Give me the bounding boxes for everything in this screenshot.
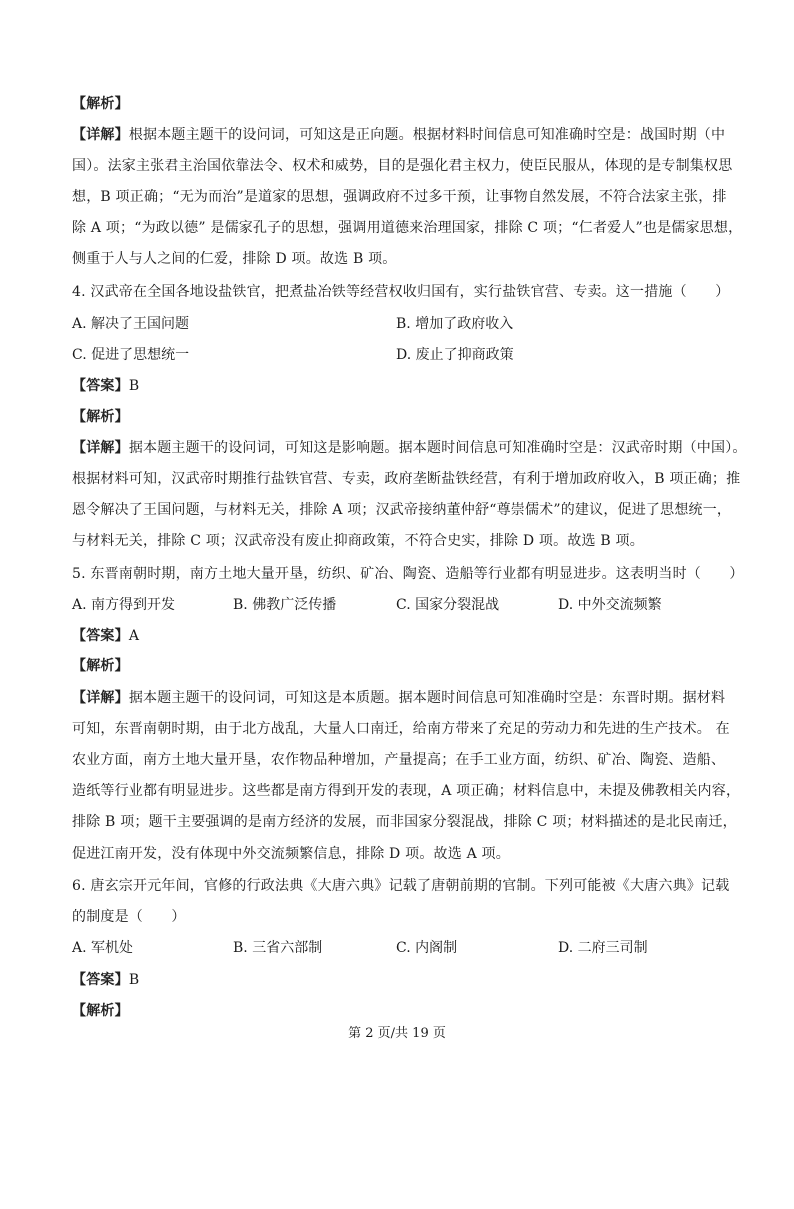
- detail-line: 除 A 项；“为政以德” 是儒家孔子的思想，强调用道德来治理国家，排除 C 项；“仁者爱人”也是儒家思想，: [72, 220, 743, 236]
- answer-line: [72, 971, 139, 989]
- answer-value: B: [128, 972, 140, 988]
- answer-value: A: [128, 628, 140, 644]
- answer-tag: 【答案】: [72, 972, 129, 988]
- analysis-tag: 【解析】: [72, 658, 129, 674]
- option-b: B. 增加了政府收入: [396, 316, 514, 332]
- option-d: D. 二府三司制: [558, 940, 648, 956]
- detail-line: 促进江南开发，没有体现中外交流频繁信息，排除 D 项。故选 A 项。: [72, 846, 510, 862]
- detail-line: 侧重于人与人之间的仁爱，排除 D 项。故选 B 项。: [72, 251, 397, 267]
- option-a: A. 军机处: [72, 940, 134, 956]
- answer-tag: 【答案】: [72, 378, 129, 394]
- detail-tag: 【详解】: [72, 127, 129, 143]
- detail-line: 【详解】据本题主题干的设问词，可知这是本质题。据本题时间信息可知准确时空是：东晋时期。据材料: [72, 690, 726, 706]
- detail-line: 【详解】据本题主题干的设问词，可知这是影响题。据本题时间信息可知准确时空是：汉武帝时期（中国）。: [72, 440, 747, 456]
- analysis-tag: 【解析】: [72, 409, 129, 425]
- option-c: C. 促进了思想统一: [72, 347, 190, 363]
- option-a: A. 解决了王国问题: [72, 316, 190, 332]
- answer-line: [72, 377, 139, 395]
- question-stem: 5. 东晋南朝时期，南方土地大量开垦，纺织、矿冶、陶瓷、造船等行业都有明显进步。这表明当时（ ）: [72, 566, 744, 582]
- detail-tag: 【详解】: [72, 690, 129, 706]
- detail-line: 想，B 项正确；“无为而治”是道家的思想，强调政府不过多干预，让事物自然发展，不符合法家主张，排: [72, 189, 727, 205]
- detail-line: 农业方面，南方土地大量开垦，农作物品种增加，产量提高；在手工业方面，纺织、矿冶、陶瓷、造船、: [72, 752, 726, 768]
- analysis-tag: 【解析】: [72, 1003, 129, 1019]
- option-b: B. 佛教广泛传播: [233, 597, 337, 613]
- option-a: A. 南方得到开发: [72, 597, 176, 613]
- question-stem: 4. 汉武帝在全国各地设盐铁官，把煮盐冶铁等经营权收归国有，实行盐铁官营、专卖。这一措施（ ）: [72, 284, 730, 300]
- detail-tag: 【详解】: [72, 440, 129, 456]
- detail-line: 排除 B 项；题干主要强调的是南方经济的发展，而非国家分裂混战，排除 C 项；材料描述的是北民南迁，: [72, 814, 737, 830]
- option-d: D. 中外交流频繁: [558, 597, 662, 613]
- detail-line: 【详解】根据本题主题干的设问词，可知这是正向题。根据材料时间信息可知准确时空是：战国时期（中: [72, 127, 726, 143]
- detail-line: 造纸等行业都有明显进步。这些都是南方得到开发的表现，A 项正确；材料信息中，未提及佛教相关内容，: [72, 783, 741, 799]
- analysis-tag: 【解析】: [72, 96, 129, 112]
- option-b: B. 三省六部制: [233, 940, 323, 956]
- answer-tag: 【答案】: [72, 628, 129, 644]
- answer-value: B: [128, 378, 140, 394]
- answer-line: [72, 627, 139, 645]
- detail-line: 国）。法家主张君主治国依靠法令、权术和威势，目的是强化君主权力，使臣民服从，体现的是专制集权思: [72, 158, 733, 174]
- detail-line: 与材料无关，排除 C 项；汉武帝没有废止抑商政策，不符合史实，排除 D 项。故选 B 项。: [72, 533, 644, 549]
- option-c: C. 国家分裂混战: [396, 597, 500, 613]
- question-stem: 6. 唐玄宗开元年间，官修的行政法典《大唐六典》记载了唐朝前期的官制。下列可能被《大唐六典》记载: [72, 878, 730, 894]
- option-c: C. 内阁制: [396, 940, 458, 956]
- page-footer: 第 2 页/共 19 页: [348, 1026, 446, 1041]
- detail-line: 根据材料可知，汉武帝时期推行盐铁官营、专卖，政府垄断盐铁经营，有利于增加政府收入，B 项正确；推: [72, 471, 741, 487]
- option-d: D. 废止了抑商政策: [396, 347, 514, 363]
- detail-line: 恩令解决了王国问题，与材料无关，排除 A 项；汉武帝接纳董仲舒“尊崇儒术”的建议，促进了思想统一，: [72, 502, 732, 518]
- detail-line: 可知，东晋南朝时期，由于北方战乱，大量人口南迁，给南方带来了充足的劳动力和先进的生产技术。 在: [72, 721, 730, 737]
- question-stem: 的制度是（ ）: [72, 909, 186, 925]
